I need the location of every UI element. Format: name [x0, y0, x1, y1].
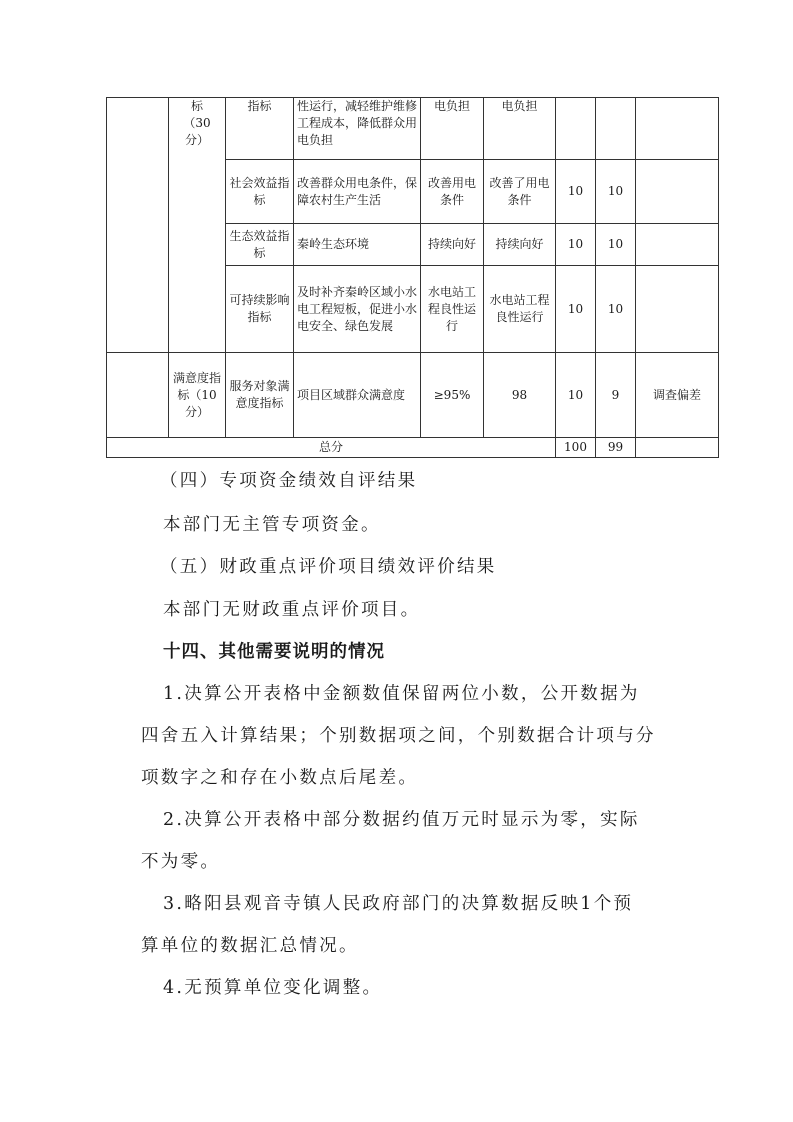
- total-score: 99: [596, 438, 636, 458]
- note-cell: 调查偏差: [636, 353, 719, 438]
- level2-satisfaction-cell: 满意度指标（10分）: [169, 353, 226, 438]
- indicator-cell: 改善群众用电条件，保障农村生产生活: [294, 160, 421, 224]
- score-cell: 10: [596, 160, 636, 224]
- target-cell: 持续向好: [421, 224, 484, 266]
- indicator-cell: 项目区域群众满意度: [294, 353, 421, 438]
- note-cell: [636, 266, 719, 353]
- section-4-body: 本部门无主管专项资金。: [163, 515, 381, 535]
- level3-cell: 社会效益指标: [226, 160, 294, 224]
- note-1-line-2: 四舍五入计算结果；个别数据项之间，个别数据合计项与分: [141, 726, 656, 746]
- performance-table: [106, 97, 719, 458]
- actual-cell: 水电站工程良性运行: [484, 266, 556, 353]
- actual-cell: 改善了用电条件: [484, 160, 556, 224]
- actual-cell: 电负担: [484, 98, 556, 160]
- indicator-cell: 秦岭生态环境: [294, 224, 421, 266]
- level3-cell: 生态效益指标: [226, 224, 294, 266]
- note-cell: [636, 98, 719, 160]
- level3-cell: 服务对象满意度指标: [226, 353, 294, 438]
- target-cell: 改善用电条件: [421, 160, 484, 224]
- level3-cell: 指标: [226, 98, 294, 160]
- total-weight: 100: [556, 438, 596, 458]
- note-1-line-3: 项数字之和存在小数点后尾差。: [141, 768, 419, 788]
- actual-cell: 98: [484, 353, 556, 438]
- weight-cell: [556, 98, 596, 160]
- note-2-line-1: 2.决算公开表格中部分数据约值万元时显示为零，实际: [163, 810, 640, 830]
- total-note: [636, 438, 719, 458]
- note-3-line-2: 算单位的数据汇总情况。: [141, 936, 359, 956]
- score-cell: [596, 98, 636, 160]
- table-row: [107, 353, 719, 438]
- section-5-heading: （五）财政重点评价项目绩效评价结果: [160, 557, 497, 577]
- note-3-line-1: 3.略阳县观音寺镇人民政府部门的决算数据反映1个预: [163, 894, 634, 914]
- level3-cell: 可持续影响指标: [226, 266, 294, 353]
- section-14-heading: 十四、其他需要说明的情况: [163, 642, 385, 662]
- score-cell: 10: [596, 224, 636, 266]
- weight-cell: 10: [556, 160, 596, 224]
- note-1-line-1: 1.决算公开表格中金额数值保留两位小数，公开数据为: [163, 684, 640, 704]
- score-cell: 9: [596, 353, 636, 438]
- weight-cell: 10: [556, 353, 596, 438]
- section-5-body: 本部门无财政重点评价项目。: [163, 600, 421, 620]
- total-label: 总分: [107, 438, 556, 458]
- level2-benefit-cell: 标 （30 分）: [169, 98, 226, 353]
- indicator-cell: 及时补齐秦岭区域小水电工程短板，促进小水电安全、绿色发展: [294, 266, 421, 353]
- section-4-heading: （四）专项资金绩效自评结果: [160, 471, 418, 491]
- indicator-cell: 性运行，减轻维护维修工程成本，降低群众用电负担: [294, 98, 421, 160]
- weight-cell: 10: [556, 224, 596, 266]
- note-cell: [636, 160, 719, 224]
- target-cell: 电负担: [421, 98, 484, 160]
- target-cell: 水电站工程良性运行: [421, 266, 484, 353]
- target-cell: ≥95%: [421, 353, 484, 438]
- level1-cell: [107, 98, 169, 353]
- note-4-line-1: 4.无预算单位变化调整。: [163, 978, 383, 998]
- note-2-line-2: 不为零。: [141, 852, 221, 872]
- note-cell: [636, 224, 719, 266]
- weight-cell: 10: [556, 266, 596, 353]
- actual-cell: 持续向好: [484, 224, 556, 266]
- score-cell: 10: [596, 266, 636, 353]
- level1-cell: [107, 353, 169, 438]
- total-row: [107, 438, 719, 458]
